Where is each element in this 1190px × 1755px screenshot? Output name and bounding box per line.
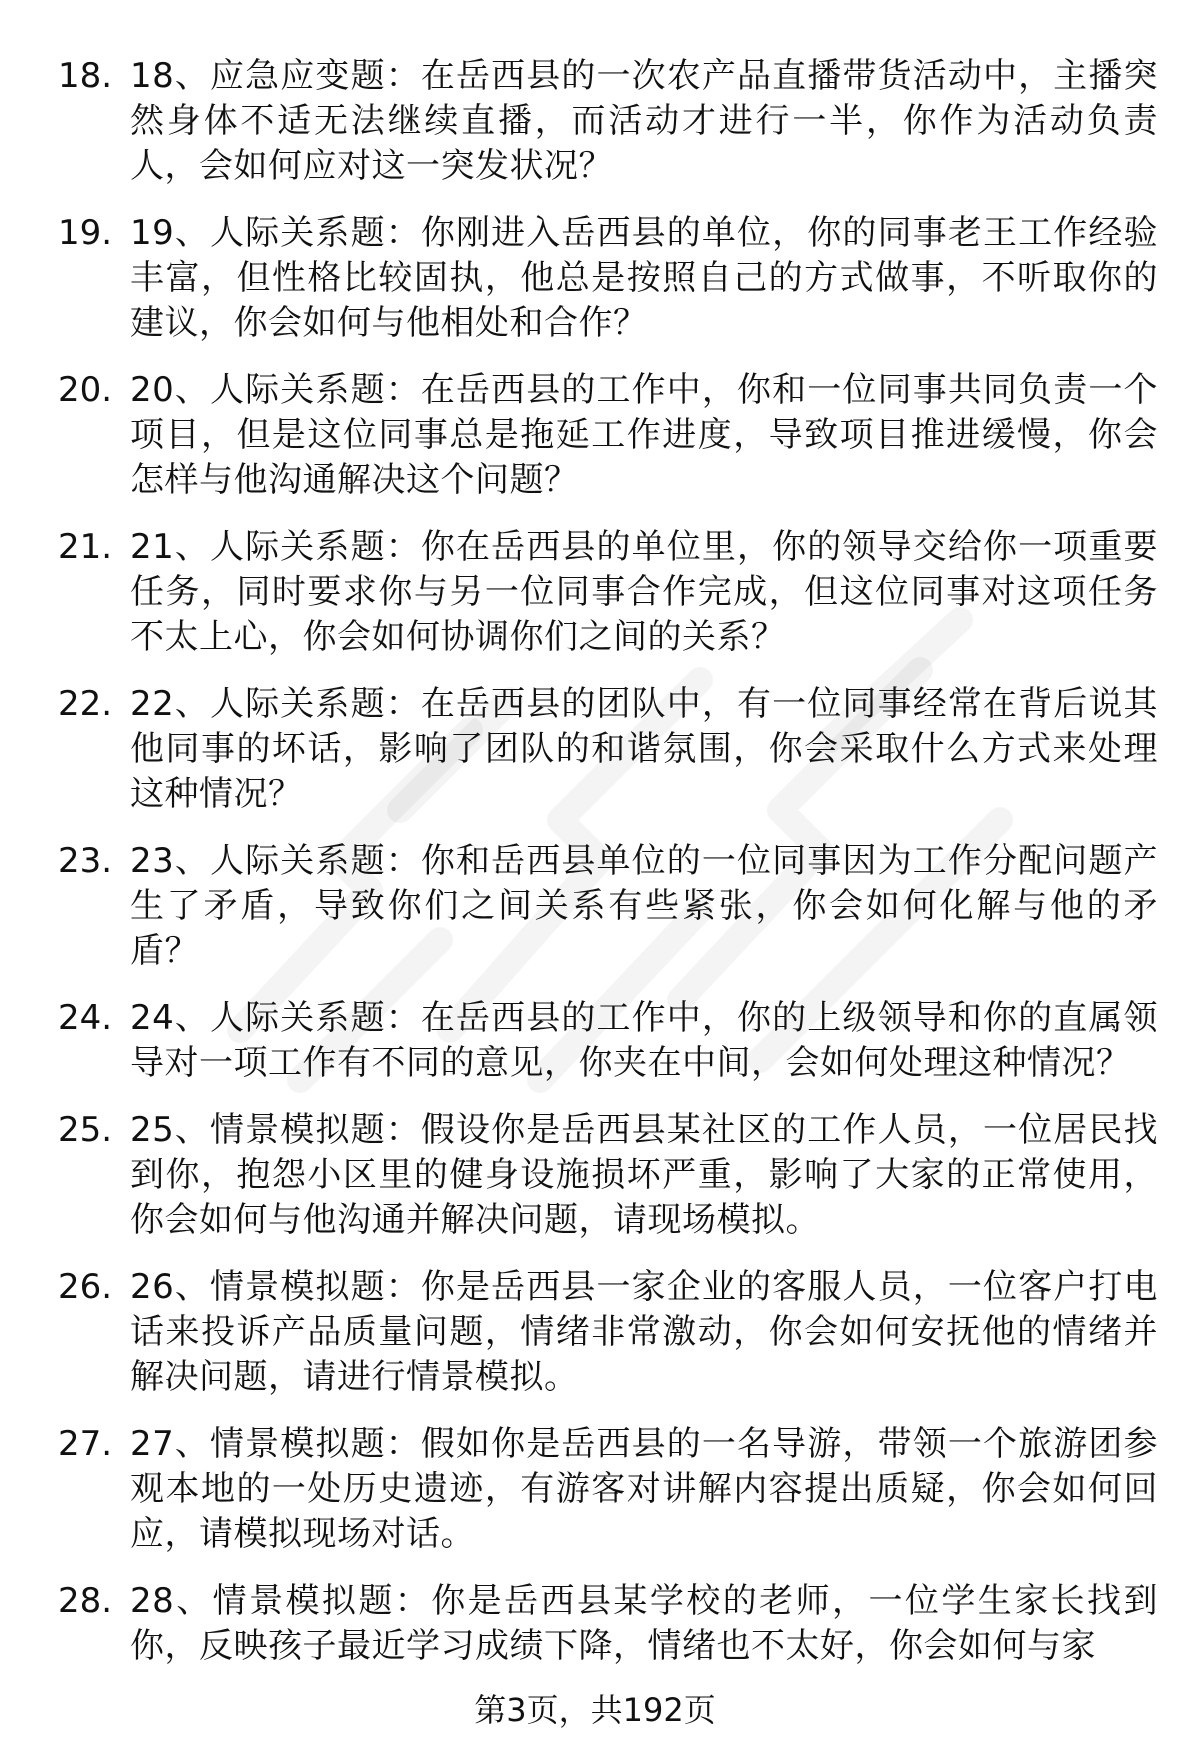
question-text: 24、人际关系题：在岳西县的工作中，你的上级领导和你的直属领导对一项工作有不同的意见，你夹在中间，会如何处理这种情况？ — [130, 998, 1158, 1083]
question-text: 23、人际关系题：你和岳西县单位的一位同事因为工作分配问题产生了矛盾，导致你们之间关系有些紧张，你会如何化解与他的矛盾？ — [130, 841, 1158, 971]
question-number: 24. — [58, 998, 113, 1038]
question-item — [58, 682, 1158, 817]
question-text: 27、情景模拟题：假如你是岳西县的一名导游，带领一个旅游团参观本地的一处历史遗迹，有游客对讲解内容提出质疑，你会如何回应，请模拟现场对话。 — [130, 1424, 1158, 1554]
question-text: 21、人际关系题：你在岳西县的单位里，你的领导交给你一项重要任务，同时要求你与另一位同事合作完成，但这位同事对这项任务不太上心，你会如何协调你们之间的关系？ — [130, 527, 1158, 657]
question-text: 19、人际关系题：你刚进入岳西县的单位，你的同事老王工作经验丰富，但性格比较固执，他总是按照自己的方式做事，不听取你的建议，你会如何与他相处和合作？ — [130, 213, 1158, 343]
question-item — [58, 839, 1158, 974]
question-item — [58, 1108, 1158, 1243]
question-item — [58, 1579, 1158, 1669]
question-number: 27. — [58, 1424, 113, 1464]
page-number-label: 第3页，共192页 — [474, 1691, 716, 1729]
question-text: 18、应急应变题：在岳西县的一次农产品直播带货活动中，主播突然身体不适无法继续直播，而活动才进行一半，你作为活动负责人，会如何应对这一突发状况？ — [130, 56, 1158, 186]
question-list — [58, 54, 1158, 1691]
question-number: 18. — [58, 56, 113, 96]
question-number: 21. — [58, 527, 113, 567]
question-item — [58, 211, 1158, 346]
question-text: 28、情景模拟题：你是岳西县某学校的老师，一位学生家长找到你，反映孩子最近学习成绩下降，情绪也不太好，你会如何与家 — [130, 1581, 1158, 1666]
question-number: 22. — [58, 684, 113, 724]
question-number: 26. — [58, 1267, 113, 1307]
question-number: 25. — [58, 1110, 113, 1150]
question-number: 28. — [58, 1581, 113, 1621]
question-item — [58, 1265, 1158, 1400]
question-item — [58, 368, 1158, 503]
question-item — [58, 1422, 1158, 1557]
question-number: 19. — [58, 213, 113, 253]
question-item — [58, 996, 1158, 1086]
question-number: 23. — [58, 841, 113, 881]
question-text: 25、情景模拟题：假设你是岳西县某社区的工作人员，一位居民找到你，抱怨小区里的健身设施损坏严重，影响了大家的正常使用，你会如何与他沟通并解决问题，请现场模拟。 — [130, 1110, 1158, 1240]
question-item — [58, 525, 1158, 660]
question-text: 20、人际关系题：在岳西县的工作中，你和一位同事共同负责一个项目，但是这位同事总是拖延工作进度，导致项目推进缓慢，你会怎样与他沟通解决这个问题？ — [130, 370, 1158, 500]
question-text: 26、情景模拟题：你是岳西县一家企业的客服人员，一位客户打电话来投诉产品质量问题，情绪非常激动，你会如何安抚他的情绪并解决问题，请进行情景模拟。 — [130, 1267, 1158, 1397]
question-item — [58, 54, 1158, 189]
question-text: 22、人际关系题：在岳西县的团队中，有一位同事经常在背后说其他同事的坏话，影响了团队的和谐氛围，你会采取什么方式来处理这种情况？ — [130, 684, 1158, 814]
page-footer — [0, 1690, 1190, 1730]
question-number: 20. — [58, 370, 113, 410]
